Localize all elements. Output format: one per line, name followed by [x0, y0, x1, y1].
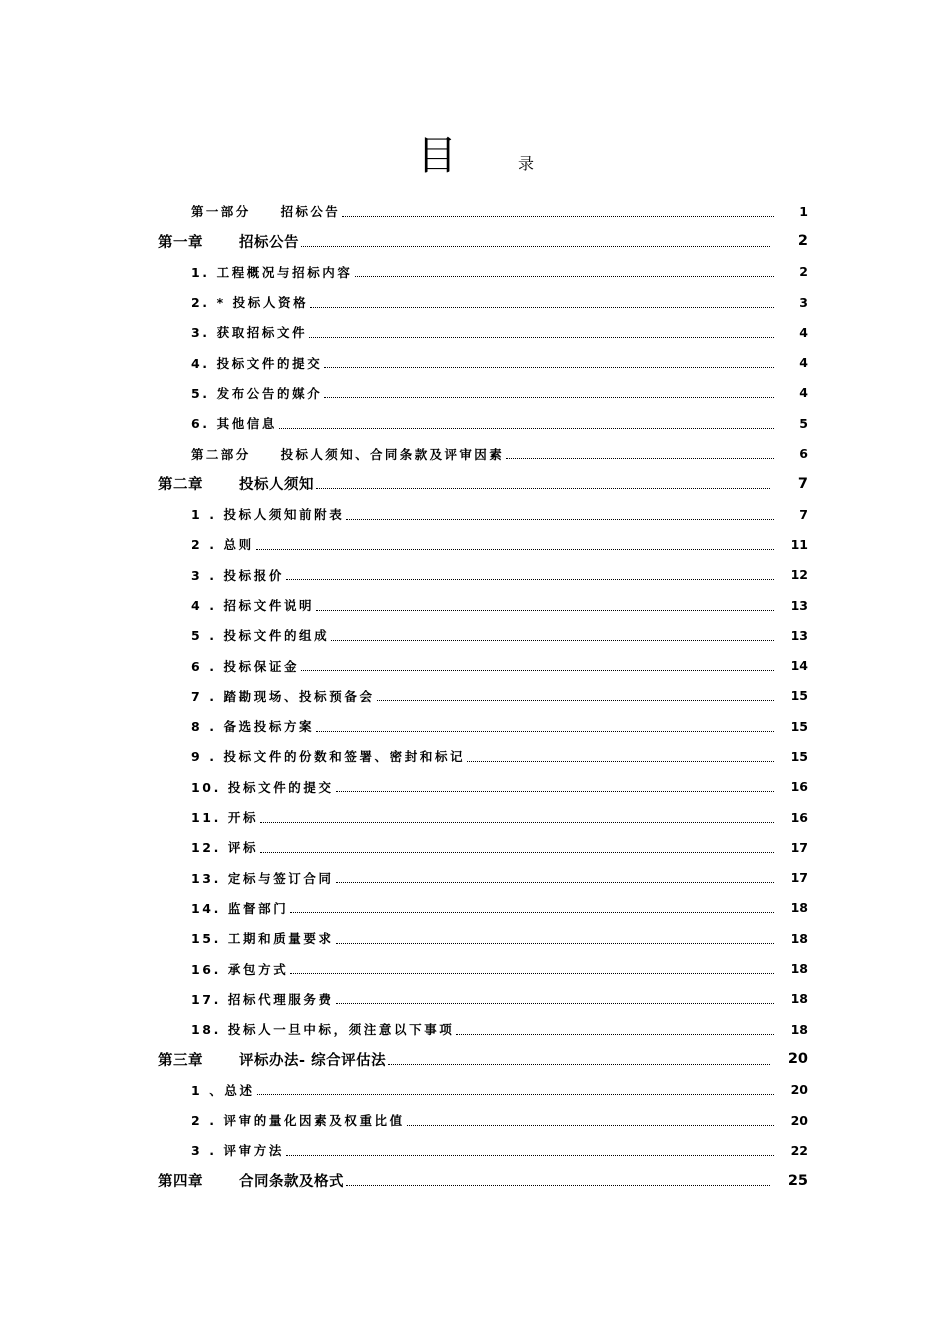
toc-page-number: 20	[790, 1082, 808, 1098]
toc-entry-number: 18. 投标人一旦中标，须注意以下事项	[191, 1022, 455, 1038]
toc-page-number: 5	[799, 415, 808, 431]
toc-page-number: 4	[799, 385, 808, 401]
toc-dot-leader	[310, 295, 774, 308]
toc-chapter-entry[interactable]	[0, 226, 808, 256]
toc-page-number: 20	[790, 1112, 808, 1128]
toc-entry-label	[191, 596, 316, 614]
toc-dot-leader	[377, 688, 774, 701]
toc-dot-leader	[336, 779, 774, 792]
toc-page-number: 18	[790, 1021, 808, 1037]
toc-entry-label	[158, 231, 301, 252]
toc-entry-number: 2 . 评审的量化因素及权重比值	[191, 1113, 405, 1129]
toc-entry-title: 投标人须知、合同条款及评审因素	[280, 446, 505, 462]
toc-entry-number: 5. 发布公告的媒介	[191, 385, 323, 401]
toc-entry-number: 4. 投标文件的提交	[191, 355, 323, 371]
toc-entry-number: 10. 投标文件的提交	[191, 779, 334, 795]
toc-page-number: 7	[799, 506, 808, 522]
toc-dot-leader	[346, 507, 774, 520]
toc-page-number: 17	[790, 870, 808, 886]
toc-item-entry[interactable]	[0, 741, 808, 771]
toc-dot-leader	[342, 204, 774, 217]
toc-page-number: 16	[790, 809, 808, 825]
toc-page-number: 13	[790, 597, 808, 613]
toc-dot-leader	[388, 1052, 770, 1065]
toc-entry-label	[191, 202, 342, 220]
toc-entry-title: 评标办法- 综合评估法	[239, 1052, 387, 1069]
toc-dot-leader	[506, 446, 774, 459]
toc-entry-label	[191, 1020, 456, 1038]
toc-entry-number: 16. 承包方式	[191, 961, 289, 977]
toc-entry-number: 9 . 投标文件的份数和签署、密封和标记	[191, 749, 466, 765]
toc-title-main: 目	[417, 133, 457, 179]
toc-part-entry[interactable]	[0, 196, 808, 226]
toc-page-number: 3	[799, 294, 808, 310]
toc-item-entry[interactable]	[0, 1105, 808, 1135]
toc-page-number: 18	[790, 961, 808, 977]
toc-entry-number: 第一章	[158, 234, 203, 251]
toc-page-number: 13	[790, 627, 808, 643]
toc-dot-leader	[286, 1143, 774, 1156]
toc-item-entry[interactable]	[0, 650, 808, 680]
toc-title-sub: 录	[518, 154, 535, 173]
toc-entry-number: 第四章	[158, 1174, 203, 1191]
toc-item-entry[interactable]	[0, 893, 808, 923]
toc-item-entry[interactable]	[0, 711, 808, 741]
toc-entry-number: 1 、总述	[191, 1082, 255, 1098]
toc-entry-number: 15. 工期和质量要求	[191, 931, 334, 947]
toc-item-entry[interactable]	[0, 772, 808, 802]
toc-entry-label	[191, 566, 286, 584]
toc-dot-leader	[324, 355, 774, 368]
toc-item-entry[interactable]	[0, 529, 808, 559]
toc-item-entry[interactable]	[0, 378, 808, 408]
toc-dot-leader	[301, 234, 770, 247]
toc-dot-leader	[456, 1022, 774, 1035]
toc-entry-label	[191, 838, 260, 856]
toc-entry-label	[191, 626, 331, 644]
toc-dot-leader	[279, 416, 774, 429]
toc-dot-leader	[467, 749, 774, 762]
toc-dot-leader	[336, 991, 774, 1004]
toc-entry-label	[191, 687, 377, 705]
toc-entry-label	[191, 1111, 407, 1129]
toc-dot-leader	[290, 900, 774, 913]
toc-page-number: 4	[799, 324, 808, 340]
toc-dot-leader	[324, 385, 774, 398]
toc-entry-label	[191, 747, 467, 765]
toc-page-number: 17	[790, 839, 808, 855]
toc-dot-leader	[301, 658, 774, 671]
toc-item-entry[interactable]	[0, 287, 808, 317]
toc-entry-number: 3 . 评审方法	[191, 1143, 284, 1159]
toc-dot-leader	[331, 628, 774, 641]
toc-entry-number: 1 . 投标人须知前附表	[191, 507, 345, 523]
toc-entry-label	[191, 293, 310, 311]
toc-dot-leader	[260, 810, 774, 823]
toc-dot-leader	[290, 961, 774, 974]
toc-entry-number: 第二章	[158, 477, 203, 494]
toc-entry-label	[191, 384, 324, 402]
toc-entry-number: 12. 评标	[191, 840, 259, 856]
toc-entry-label	[191, 869, 336, 887]
toc-entry-label	[191, 960, 290, 978]
toc-item-entry[interactable]	[0, 317, 808, 347]
toc-entry-number: 1. 工程概况与招标内容	[191, 264, 353, 280]
toc-entry-title: 招标公告	[239, 234, 299, 251]
toc-entry-label	[191, 263, 355, 281]
toc-entry-label	[191, 414, 279, 432]
toc-entry-number: 14. 监督部门	[191, 900, 289, 916]
toc-page-number: 12	[790, 567, 808, 583]
toc-entry-label	[191, 808, 260, 826]
toc-dot-leader	[316, 598, 774, 611]
toc-page-number: 15	[790, 688, 808, 704]
toc-page-number: 15	[790, 718, 808, 734]
toc-item-entry[interactable]	[0, 620, 808, 650]
toc-dot-leader	[407, 1113, 774, 1126]
toc-item-entry[interactable]	[0, 1135, 808, 1165]
toc-entry-number: 2 . 总则	[191, 537, 254, 553]
toc-page-number: 20	[787, 1051, 808, 1068]
toc-item-entry[interactable]	[0, 923, 808, 953]
table-of-contents	[0, 196, 950, 1196]
toc-chapter-entry[interactable]	[0, 1166, 808, 1196]
toc-page-number: 15	[790, 748, 808, 764]
toc-item-entry[interactable]	[0, 590, 808, 620]
toc-entry-label	[191, 990, 336, 1008]
toc-entry-label	[191, 505, 346, 523]
toc-page-number: 18	[790, 900, 808, 916]
toc-chapter-entry[interactable]	[0, 1044, 808, 1074]
toc-item-entry[interactable]	[0, 257, 808, 287]
toc-item-entry[interactable]	[0, 953, 808, 983]
toc-item-entry[interactable]	[0, 499, 808, 529]
toc-page-number: 18	[790, 991, 808, 1007]
toc-item-entry[interactable]	[0, 560, 808, 590]
toc-entry-number: 8 . 备选投标方案	[191, 719, 315, 735]
toc-entry-label	[191, 929, 336, 947]
toc-dot-leader	[309, 325, 774, 338]
toc-page-number: 4	[799, 355, 808, 371]
toc-entry-label	[191, 445, 506, 463]
toc-item-entry[interactable]	[0, 1014, 808, 1044]
toc-item-entry[interactable]	[0, 863, 808, 893]
toc-page-number: 7	[797, 475, 808, 492]
toc-entry-title: 合同条款及格式	[239, 1174, 344, 1191]
toc-entry-number: 第三章	[158, 1052, 203, 1069]
toc-dot-leader	[336, 870, 774, 883]
toc-entry-label	[191, 354, 324, 372]
toc-entry-number: 11. 开标	[191, 810, 259, 826]
toc-entry-number: 第二部分	[191, 446, 251, 462]
toc-entry-number: 第一部分	[191, 204, 251, 220]
toc-entry-number: 4 . 招标文件说明	[191, 598, 315, 613]
toc-dot-leader	[257, 1082, 774, 1095]
toc-entry-number: 7 . 踏勘现场、投标预备会	[191, 688, 375, 704]
toc-dot-leader	[256, 537, 774, 550]
toc-entry-number: 3. 获取招标文件	[191, 325, 308, 341]
toc-page-number: 2	[799, 264, 808, 280]
toc-entry-label	[158, 473, 316, 494]
toc-page-number: 25	[787, 1172, 808, 1189]
toc-item-entry[interactable]	[0, 347, 808, 377]
toc-dot-leader	[336, 931, 774, 944]
toc-item-entry[interactable]	[0, 984, 808, 1014]
toc-item-entry[interactable]	[0, 802, 808, 832]
toc-dot-leader	[316, 719, 774, 732]
toc-entry-number: 6. 其他信息	[191, 416, 277, 432]
toc-entry-title: 投标人须知	[239, 477, 314, 494]
toc-entry-number: 3 . 投标报价	[191, 567, 284, 583]
toc-entry-number: 5 . 投标文件的组成	[191, 628, 330, 644]
toc-dot-leader	[346, 1173, 770, 1186]
toc-entry-label	[158, 1170, 346, 1191]
toc-page-number: 1	[799, 203, 808, 219]
toc-page-number: 22	[790, 1142, 808, 1158]
toc-entry-label	[191, 323, 309, 341]
toc-chapter-entry[interactable]	[0, 469, 808, 499]
toc-page-number: 11	[790, 536, 808, 552]
toc-entry-label	[191, 657, 301, 675]
toc-item-entry[interactable]	[0, 832, 808, 862]
toc-entry-label	[191, 1081, 257, 1099]
toc-part-entry[interactable]	[0, 438, 808, 468]
toc-page-number: 2	[797, 233, 808, 250]
toc-dot-leader	[355, 264, 775, 277]
toc-entry-label	[191, 778, 336, 796]
toc-item-entry[interactable]	[0, 681, 808, 711]
toc-item-entry[interactable]	[0, 408, 808, 438]
toc-entry-label	[191, 899, 290, 917]
toc-entry-title: 招标公告	[280, 204, 341, 220]
toc-entry-number: 13. 定标与签订合同	[191, 870, 334, 886]
toc-dot-leader	[260, 840, 774, 853]
toc-dot-leader	[316, 476, 770, 489]
toc-page-number: 6	[799, 446, 808, 462]
toc-entry-number: 2. * 投标人资格	[191, 295, 309, 311]
toc-entry-number: 6 . 投标保证金	[191, 658, 300, 674]
toc-entry-label	[158, 1049, 388, 1070]
toc-page-number: 18	[790, 930, 808, 946]
toc-entry-number: 17. 招标代理服务费	[191, 991, 334, 1007]
toc-page-number: 16	[790, 779, 808, 795]
toc-dot-leader	[286, 567, 774, 580]
toc-entry-label	[191, 535, 256, 553]
toc-page-number: 14	[790, 658, 808, 674]
toc-entry-label	[191, 717, 316, 735]
toc-entry-label	[191, 1141, 286, 1159]
toc-item-entry[interactable]	[0, 1075, 808, 1105]
